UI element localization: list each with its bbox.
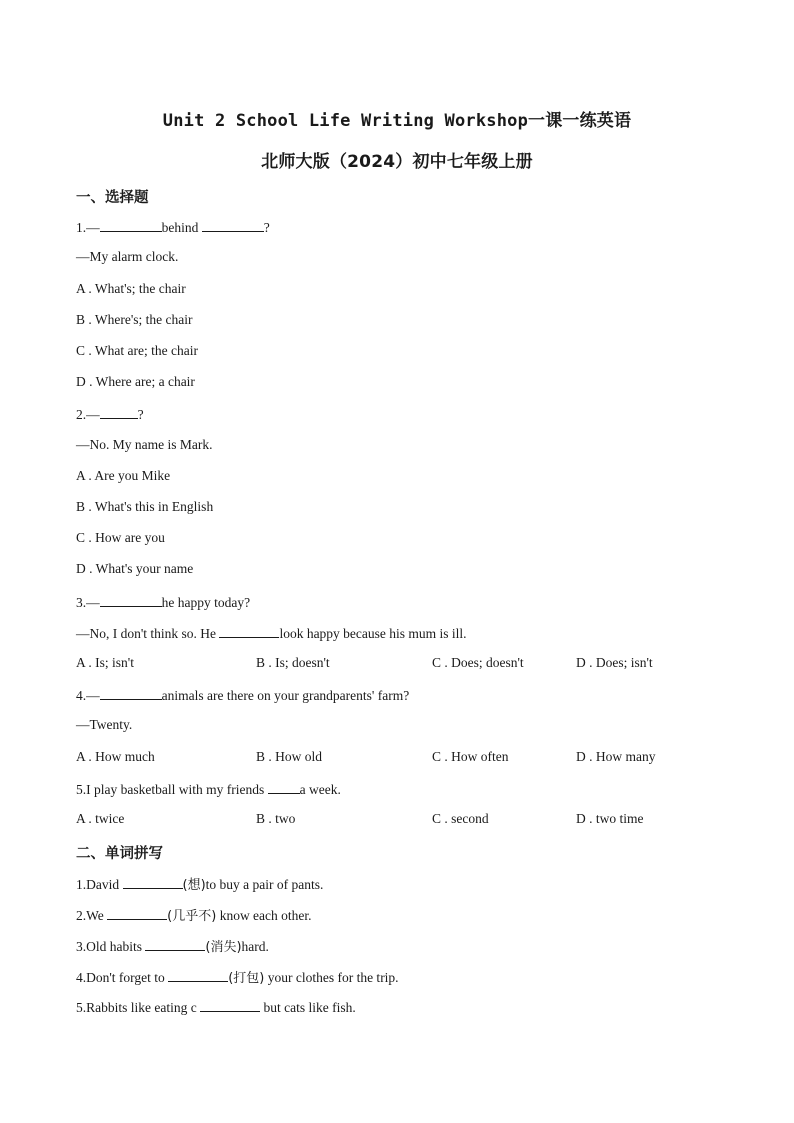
spelling-item-3: [76, 936, 269, 955]
spelling-4-end: your clothes for the trip.: [264, 970, 399, 985]
spelling-item-5: [76, 998, 356, 1016]
answer-blank: [100, 218, 162, 232]
spelling-5-end: but cats like fish.: [260, 1000, 356, 1015]
spelling-1-hint: (想): [182, 878, 206, 893]
question-4-option-b: B . How old: [256, 749, 323, 764]
question-3-response: [76, 624, 467, 642]
spelling-item-2: [76, 905, 312, 924]
spelling-item-4: [76, 967, 399, 986]
question-1-option-c: C . What are; the chair: [76, 343, 198, 358]
question-2-response: —No. My name is Mark.: [76, 437, 213, 452]
spelling-4-hint: (打包): [228, 971, 265, 986]
spelling-3-hint: (消失): [205, 940, 242, 955]
question-5: [76, 780, 341, 798]
spelling-4-start: 4.Don't forget to: [76, 970, 169, 985]
question-3-response-end: look happy because his mum is ill.: [279, 626, 467, 641]
question-3: [76, 593, 250, 611]
question-3-response-start: —No, I don't think so. He: [76, 626, 220, 641]
answer-blank: [202, 218, 264, 232]
answer-blank: [100, 686, 162, 700]
question-1-end: ?: [263, 220, 270, 235]
question-1-number: 1.—: [76, 220, 100, 235]
question-4-number: 4.—: [76, 688, 100, 703]
question-1-response: —My alarm clock.: [76, 249, 179, 264]
answer-blank: [200, 998, 260, 1012]
question-3-option-c: C . Does; doesn't: [432, 655, 524, 670]
page-subtitle: 北师大版（2024）初中七年级上册: [261, 152, 533, 172]
question-4-response: —Twenty.: [76, 717, 133, 732]
section-heading-choice: 一、选择题: [76, 190, 149, 206]
spelling-2-hint: (几乎不): [167, 909, 217, 924]
question-5-text: 5.I play basketball with my friends: [76, 782, 268, 797]
answer-blank: [123, 875, 183, 889]
question-2-option-b: B . What's this in English: [76, 499, 214, 514]
answer-blank: [145, 937, 205, 951]
question-3-text: he happy today?: [161, 595, 251, 610]
question-5-option-c: C . second: [432, 811, 489, 826]
question-4-option-a: A . How much: [76, 749, 155, 764]
question-4-option-d: D . How many: [576, 749, 656, 764]
spelling-3-start: 3.Old habits: [76, 939, 146, 954]
section-heading-spelling: 二、单词拼写: [76, 846, 163, 862]
answer-blank: [168, 968, 228, 982]
question-3-option-a: A . Is; isn't: [76, 655, 134, 670]
page-title: Unit 2 School Life Writing Workshop一课一练英语: [162, 111, 632, 131]
answer-blank: [219, 624, 279, 638]
question-1: [76, 218, 270, 236]
question-4-option-c: C . How often: [432, 749, 509, 764]
question-1-text: behind: [161, 220, 202, 235]
spelling-1-end: to buy a pair of pants.: [205, 877, 324, 892]
question-1-option-d: D . Where are; a chair: [76, 374, 195, 389]
question-5-option-b: B . two: [256, 811, 296, 826]
answer-blank: [100, 593, 162, 607]
question-5-option-a: A . twice: [76, 811, 125, 826]
question-5-option-d: D . two time: [576, 811, 644, 826]
spelling-2-end: know each other.: [216, 908, 312, 923]
question-2-option-a: A . Are you Mike: [76, 468, 171, 483]
question-1-option-b: B . Where's; the chair: [76, 312, 193, 327]
answer-blank: [107, 906, 167, 920]
question-4-text: animals are there on your grandparents' farm?: [161, 688, 410, 703]
spelling-1-start: 1.David: [76, 877, 123, 892]
question-2: [76, 405, 144, 423]
spelling-2-start: 2.We: [76, 908, 108, 923]
spelling-5-start: 5.Rabbits like eating c: [76, 1000, 201, 1015]
question-2-option-c: C . How are you: [76, 530, 165, 545]
spelling-3-end: hard.: [241, 939, 269, 954]
question-2-option-d: D . What's your name: [76, 561, 194, 576]
question-2-number: 2.—: [76, 407, 100, 422]
answer-blank: [100, 405, 138, 419]
question-1-option-a: A . What's; the chair: [76, 281, 186, 296]
question-4: [76, 686, 409, 704]
question-3-option-d: D . Does; isn't: [576, 655, 653, 670]
question-3-number: 3.—: [76, 595, 100, 610]
question-2-end: ?: [137, 407, 144, 422]
question-5-end: a week.: [299, 782, 341, 797]
question-3-option-b: B . Is; doesn't: [256, 655, 330, 670]
spelling-item-1: [76, 874, 323, 893]
answer-blank: [268, 780, 300, 794]
